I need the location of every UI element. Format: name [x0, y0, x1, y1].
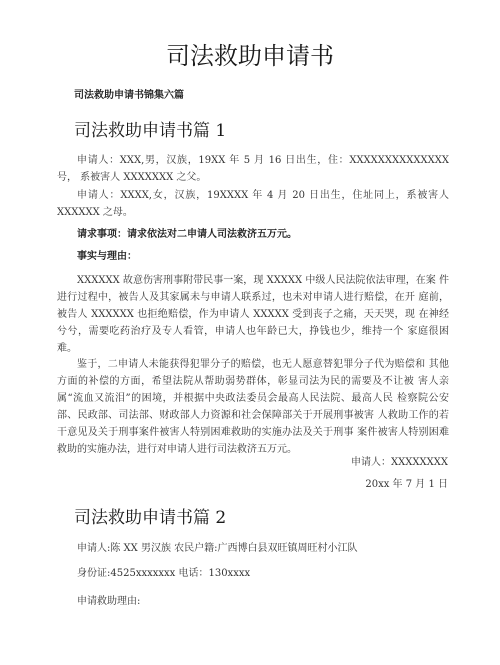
document-subtitle: 司法救助申请书锦集六篇	[74, 90, 184, 101]
applicant2-paragraph: 申请人：XXXX,女，汉族，19XXXX 年 4 月 20 日出生，住址同上，系被害人 XXXXXX 之母。	[57, 190, 449, 218]
request-items: 请求事项：请求依法对二申请人司法救济五万元。	[77, 229, 297, 240]
facts-paragraph-1: XXXXXX 故意伤害刑事附带民事一案，现 XXXXX 中级人民法院依法审理，在案 件进行过程中，被告人及其家属未与申请人联系过，也未对申请人进行赔偿，在开 庭前，被告人 XXXXXX 也拒绝赔偿，作为申请人 XXXXX 受到丧子之痛，天天哭，现 在神经兮兮，需要吃药治疗及专人看管，申请人也年龄已大，挣钱也少，维持一个 家庭很困难。	[57, 275, 449, 354]
applicant-signature: 申请人：XXXXXXXX	[351, 457, 448, 468]
document-title: 司法救助申请书	[166, 42, 334, 70]
applicant1-paragraph: 申请人：XXX,男，汉族，19XX 年 5 月 16 日出生，住：XXXXXXXXXXXXXX 号， 系被害人 XXXXXXX 之父。	[57, 155, 449, 183]
section2-applicant-line: 申请人:陈 XX 男汉族 农民户籍:广西博白县双旺镇周旺村小江队	[77, 543, 358, 554]
section2-id-phone-line: 身份证:4525xxxxxxx 电话：130xxxx	[77, 568, 251, 579]
signature-date: 20xx 年 7 月 1 日	[365, 479, 448, 490]
section1-heading: 司法救助申请书篇 1	[74, 121, 227, 141]
section2-heading: 司法救助申请书篇 2	[74, 508, 227, 528]
facts-paragraph-2: 鉴于，二申请人未能获得犯罪分子的赔偿，也无人愿意替犯罪分子代为赔偿和 其他方面的补偿的方面，希望法院从帮助弱势群体，彰显司法为民的需要及不让被 害人亲属“流血又流泪”的困境，并根据中央政法委员会最高人民法院、最高人民 检察院公安部、民政部、司法部、财政部人力资源和社会保障部关于开展刑事被害 人救助工作的若干意见及关于刑事案件被害人特别困难救助的实施办法及关于刑事 案件被害人特别困难救助的实施办法，进行对申请人进行司法救济五万元。	[57, 359, 449, 455]
facts-heading: 事实与理由：	[77, 251, 137, 262]
section2-reason-heading: 申请救助理由:	[77, 596, 141, 607]
